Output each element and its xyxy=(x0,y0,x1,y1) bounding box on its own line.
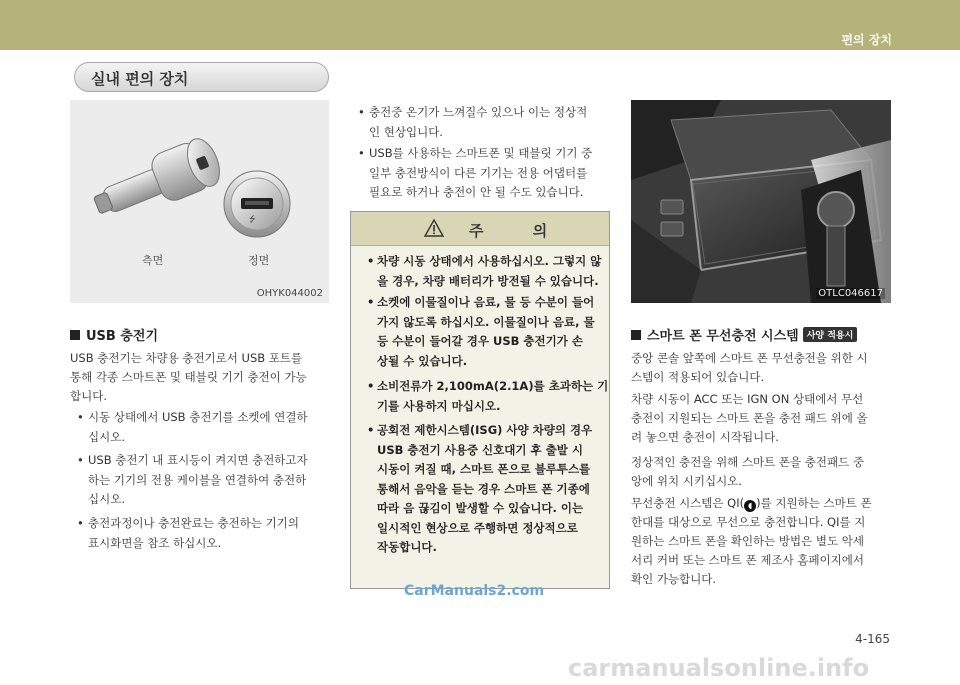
figure-code: OHYK044002 xyxy=(256,288,323,299)
caution-box xyxy=(350,211,610,589)
qi-logo-icon: ◖ xyxy=(744,500,756,512)
usb-bullet-3: • 충전과정이나 충전완료는 충전하는 기기의 표시화면을 참조 하십시오. xyxy=(77,516,299,550)
watermark-link[interactable]: CarManuals2.com xyxy=(404,583,545,599)
caution-bullet-3: • 소비전류가 2,100mA(2.1A)를 초과하는 기 기를 사용하지 마십시오. xyxy=(367,379,609,413)
section-title: 실내 편의 장치 xyxy=(91,70,189,88)
option-badge: 사양 적용시 xyxy=(803,327,858,342)
page-number: 4-165 xyxy=(855,632,890,646)
square-bullet-icon xyxy=(631,330,641,340)
watermark: carmanualsonline.info xyxy=(568,654,870,682)
figure-code: OTLC046617 xyxy=(818,288,883,299)
chapter-title: 편의 장치 xyxy=(841,33,892,47)
caution-bullet-1: • 차량 시동 상태에서 사용하십시오. 그렇지 않 을 경우, 차량 배터리가 방전될 수 있습니다. xyxy=(367,254,602,288)
caution-bullet-2: • 소켓에 이물질이나 음료, 물 등 수분이 들어 가지 않도록 하십시오. 이물질이나 음료, 물 등 수분이 들어갈 경우 USB 충전기가 손 상될 수 있습니다. xyxy=(367,295,595,368)
header-bar xyxy=(0,0,960,50)
caution-title: 주 의 xyxy=(469,222,570,240)
wc-paragraph-1: 중앙 콘솔 앞쪽에 스마트 폰 무선충전을 위한 시 스템이 적용되어 있습니다. xyxy=(631,351,868,384)
square-bullet-icon xyxy=(70,330,80,340)
wc-heading: 스마트 폰 무선충전 시스템 사양 적용시 xyxy=(631,325,857,344)
usb-charger-image xyxy=(70,100,329,303)
usb-charger-illustration xyxy=(70,100,329,303)
svg-text:⭍: ⭍ xyxy=(249,215,256,224)
console-illustration xyxy=(631,100,891,303)
wireless-charging-image xyxy=(631,100,891,303)
middle-bullet-2: • USB를 사용하는 스마트폰 및 태블릿 기기 중 일부 충전방식이 다른 기기는 전용 어댑터를 필요로 하거나 충전이 안 될 수도 있습니다. xyxy=(358,146,593,199)
middle-bullet-1: • 충전중 온기가 느껴질수 있으나 이는 정상적 인 현상입니다. xyxy=(358,105,588,139)
caption-side: 측면 xyxy=(142,254,164,267)
wc-paragraph-3: 정상적인 충전을 위해 스마트 폰을 충전패드 중 앙에 위치 시키십시오. xyxy=(631,455,865,488)
wc-paragraph-4: 무선충전 시스템은 QI( ◖ )를 지원하는 스마트 폰 한대를 대상으로 무선으로 충전합니다. QI를 지 원하는 스마트 폰을 확인하는 방법은 별도 악세 서리 커버 또는 스마트 폰 제조사 홈페이지에서 확인 가능합니다. xyxy=(631,496,872,586)
warning-triangle-icon xyxy=(424,219,444,237)
usb-bullet-2: • USB 충전기 내 표시등이 켜지면 충전하고자 하는 기기의 전용 케이블을 연결하여 충전하 십시오. xyxy=(77,453,308,506)
usb-intro: USB 충전기는 차량용 충전기로서 USB 포트를 통해 각종 스마트폰 및 태블릿 기기 충전이 가능 합니다. xyxy=(70,351,307,403)
caution-bullet-4: • 공회전 제한시스템(ISG) 사양 차량의 경우 USB 충전기 사용중 신호대기 후 출발 시 시동이 켜질 때, 스마트 폰으로 블루투스를 통해서 음악을 듣는 경우 스마트 폰 기종에 따라 음 끊김이 발생할 수 있습니다. 이는 일시적인 현상으로 주행하면 정상적으로 작동합니다. xyxy=(367,423,593,554)
usb-heading: USB 충전기 xyxy=(70,325,158,344)
caption-front: 정면 xyxy=(248,254,270,267)
caution-header xyxy=(351,212,609,246)
wc-paragraph-2: 차량 시동이 ACC 또는 IGN ON 상태에서 무선 충전이 지원되는 스마트 폰을 충전 패드 위에 올 려 놓으면 충전이 시작됩니다. xyxy=(631,392,868,444)
section-title-pill xyxy=(74,62,329,92)
usb-bullet-1: • 시동 상태에서 USB 충전기를 소켓에 연결하 십시오. xyxy=(77,410,308,444)
